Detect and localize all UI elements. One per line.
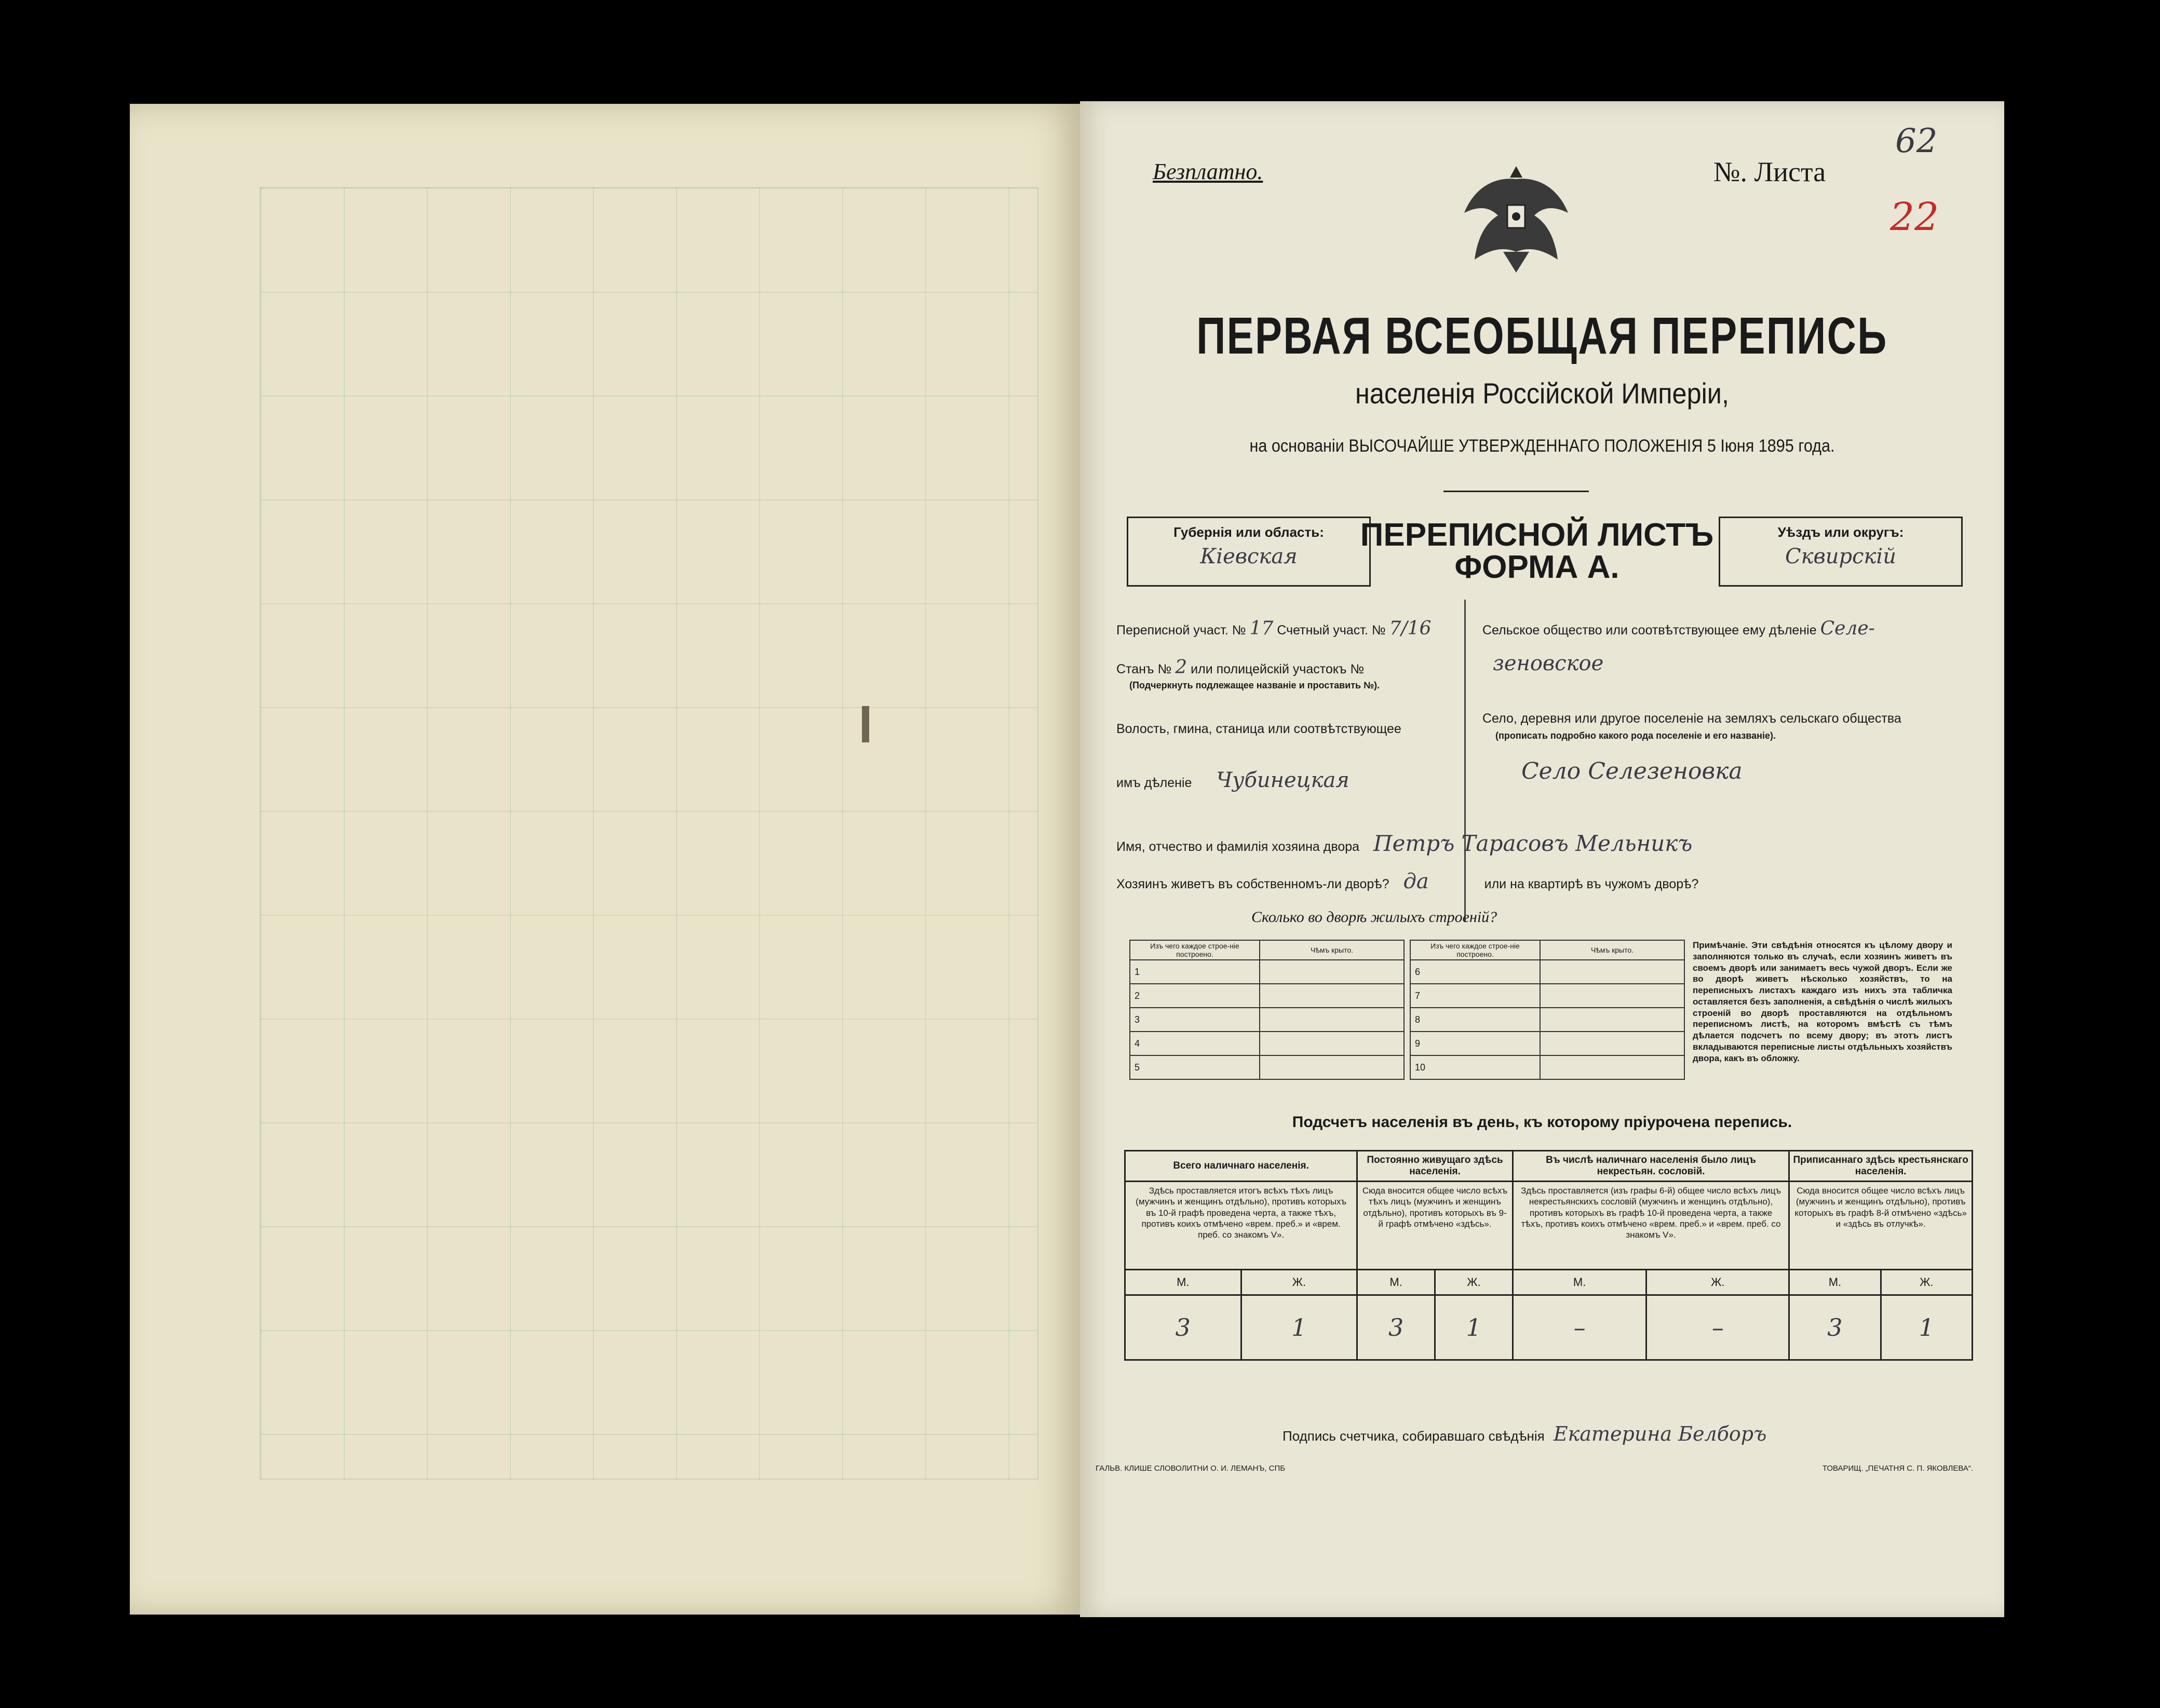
signature-row — [1282, 1422, 1766, 1445]
pop-col-desc: Сюда вносится общее число всѣхъ лицъ (мужчинъ и женщинъ отдѣльно), противъ которыхъ въ графѣ 8-й отмѣчено «здѣсь» и «здѣсь въ отлучкѣ». — [1789, 1182, 1973, 1270]
basis-line: на основаніи ВЫСОЧАЙШЕ УТВЕРЖДЕННАГО ПОЛОЖЕНІЯ 5 Іюня 1895 года. — [1249, 436, 1835, 456]
male-header: М. — [1789, 1270, 1881, 1295]
own-yard-value: да — [1403, 870, 1429, 893]
sheet-number-red: 22 — [1890, 195, 1939, 239]
census-section-value: 17 — [1249, 618, 1274, 639]
underline-note: (Подчеркнуть подлежащее названіе и проставить №). — [1129, 680, 1380, 690]
table-row — [1410, 984, 1684, 1008]
settlement-note: (прописать подробно какого рода поселеніе и его названіе). — [1495, 730, 1776, 741]
page-title: ПЕРВАЯ ВСЕОБЩАЯ ПЕРЕПИСЬ — [1196, 307, 1888, 365]
double-headed-eagle-emblem — [1454, 156, 1578, 280]
faint-grid — [260, 187, 1038, 1480]
own-yard-label: Хозяинъ живетъ въ собственномъ-ли дворѣ? — [1116, 877, 1389, 891]
female-header: Ж. — [1881, 1270, 1972, 1295]
district-label: Уѣздъ или округъ: — [1777, 524, 1904, 540]
left-page — [130, 104, 1080, 1615]
permanent-male-value: 3 — [1357, 1295, 1435, 1360]
female-header: Ж. — [1435, 1270, 1513, 1295]
footer-right: ТОВАРИЩ. „ПЕЧАТНЯ С. П. ЯКОВЛЕВА“. — [1822, 1464, 1973, 1473]
pop-col-desc: Здѣсь проставляется итогъ всѣхъ тѣхъ лицъ (мужчинъ и женщинъ отдѣльно), противъ которыхъ въ 10-й графѣ проведена черта, а также тѣхъ, противъ коихъ отмѣчено «врем. преб.» и «врем. преб. со знакомъ V». — [1125, 1182, 1357, 1270]
peasant-male-value: 3 — [1789, 1295, 1881, 1360]
row-number: 7 — [1410, 984, 1540, 1008]
settlement-value: Село Селезеновка — [1521, 758, 1743, 784]
row-number: 1 — [1130, 960, 1260, 984]
sheet-number-handwritten: 62 — [1895, 122, 1938, 160]
population-table — [1124, 1150, 1973, 1361]
note-text: Примѣчаніе. Эти свѣдѣнія относятся къ цѣлому двору и заполняются только въ случаѣ, если хозяинъ живетъ въ своемъ дворѣ или занимаетъ весь чужой дворъ. Если же во дворѣ живетъ нѣсколько хозяйствъ, то на переписныхъ листахъ каждаго изъ нихъ эта табличка оставляется безъ заполненія, а свѣдѣнія о числѣ жилыхъ строеній во дворѣ проставляются на отдѣльномъ переписномъ листѣ, на которомъ вмѣстѣ съ тѣмъ дѣлается подсчетъ по всему двору; въ этотъ листъ вкладываются переписные листы отдѣльныхъ хозяйствъ двора, какъ въ обложку. — [1693, 940, 1952, 1063]
male-header: М. — [1513, 1270, 1646, 1295]
non-peasant-female-value: – — [1646, 1295, 1789, 1360]
stan-value: 2 — [1175, 657, 1187, 678]
district-value: Сквирскій — [1785, 545, 1896, 568]
table-row — [1410, 1055, 1684, 1079]
row-number: 10 — [1410, 1055, 1540, 1079]
form-title — [1340, 519, 1734, 584]
table-row — [1410, 960, 1684, 984]
census-section-row — [1116, 618, 1431, 639]
col-material: Изъ чего каждое строе-ніе построено. — [1130, 940, 1260, 960]
non-peasant-male-value: – — [1513, 1295, 1646, 1360]
pop-col-title: Всего наличнаго населенія. — [1125, 1151, 1357, 1182]
pop-col-title: Постоянно живущаго здѣсь населенія. — [1357, 1151, 1513, 1182]
signature-value: Екатерина Белборъ — [1553, 1422, 1767, 1445]
district-box — [1719, 517, 1963, 587]
ornament-divider — [1443, 491, 1589, 492]
row-number: 8 — [1410, 1008, 1540, 1032]
population-heading: Подсчетъ населенія въ день, къ которому пріурочена перепись. — [1292, 1114, 1792, 1131]
police-label: или полицейскій участокъ № — [1191, 662, 1365, 676]
counting-section-value: 7/16 — [1389, 618, 1432, 639]
village-society-label: Сельское общество или соотвѣтствующее ему дѣленіе — [1482, 623, 1817, 638]
table-row — [1410, 1008, 1684, 1032]
volost-label-1: Волость, гмина, станица или соотвѣтствующее — [1116, 722, 1401, 736]
province-box — [1127, 517, 1371, 587]
table-row — [1130, 1055, 1404, 1079]
permanent-female-value: 1 — [1435, 1295, 1513, 1360]
sheet-number-label: №. Листа — [1713, 156, 1826, 187]
form-title-line2: ФОРМА А. — [1454, 549, 1619, 585]
total-male-value: 3 — [1125, 1295, 1241, 1360]
male-header: М. — [1125, 1270, 1241, 1295]
col-material: Изъ чего каждое строе-ніе построено. — [1410, 940, 1540, 960]
volost-row — [1116, 768, 1349, 792]
row-number: 3 — [1130, 1008, 1260, 1032]
ink-stain — [862, 706, 869, 742]
buildings-label: Сколько во дворѣ жилыхъ строеній? — [1251, 909, 1497, 926]
province-value: Кіевская — [1200, 545, 1298, 568]
col-roof: Чѣмъ крыто. — [1260, 940, 1404, 960]
volost-label-2: имъ дѣленіе — [1116, 776, 1192, 790]
table-row — [1130, 1008, 1404, 1032]
stan-row — [1116, 657, 1364, 678]
volost-value: Чубинецкая — [1216, 768, 1349, 792]
total-female-value: 1 — [1241, 1295, 1357, 1360]
pop-col-title: Въ числѣ наличнаго населенія было лицъ некрестьян. сословій. — [1513, 1151, 1789, 1182]
owner-value: Петръ Тарасовъ Мельникъ — [1373, 831, 1693, 856]
counting-section-label: Счетный участ. № — [1277, 623, 1386, 638]
female-header: Ж. — [1241, 1270, 1357, 1295]
pop-col-title: Приписаннаго здѣсь крестьянскаго населенія. — [1789, 1151, 1973, 1182]
pop-col-desc: Сюда вносится общее число всѣхъ тѣхъ лицъ (мужчинъ и женщинъ отдѣльно), противъ которыхъ въ 9-й графѣ отмѣчено «здѣсь». — [1357, 1182, 1513, 1270]
village-society-value-1: Селе- — [1820, 618, 1875, 639]
owner-row — [1116, 831, 1692, 856]
row-number: 2 — [1130, 984, 1260, 1008]
village-society-value-2: зеновское — [1493, 652, 1604, 675]
buildings-table-left — [1129, 940, 1405, 1080]
free-label: Безплатно. — [1153, 159, 1263, 184]
table-row — [1130, 984, 1404, 1008]
rent-label: или на квартирѣ въ чужомъ дворѣ? — [1484, 877, 1699, 891]
signature-label: Подпись счетчика, собиравшаго свѣдѣнія — [1282, 1428, 1545, 1444]
row-number: 6 — [1410, 960, 1540, 984]
row-number: 4 — [1130, 1032, 1260, 1055]
male-header: М. — [1357, 1270, 1435, 1295]
settlement-label: Село, деревня или другое поселеніе на земляхъ сельскаго общества — [1482, 711, 1901, 726]
census-section-label: Переписной участ. № — [1116, 623, 1246, 638]
table-row — [1130, 1032, 1404, 1055]
pop-col-desc: Здѣсь проставляется (изъ графы 6-й) общее число всѣхъ лицъ некрестьянскихъ сословій (мужчинъ и женщинъ отдѣльно), противъ которыхъ въ графѣ 10-й проведена черта, а также тѣхъ, противъ коихъ отмѣчено «врем. преб.» и «врем. преб. со знакомъ V». — [1513, 1182, 1789, 1270]
peasant-female-value: 1 — [1881, 1295, 1972, 1360]
village-society-row — [1482, 618, 1875, 639]
province-label: Губернія или область: — [1173, 524, 1324, 540]
female-header: Ж. — [1646, 1270, 1789, 1295]
table-row — [1410, 1032, 1684, 1055]
form-title-line1: ПЕРЕПИСНОЙ ЛИСТЪ — [1360, 517, 1714, 553]
row-number: 9 — [1410, 1032, 1540, 1055]
buildings-table-right — [1410, 940, 1685, 1080]
footer-left: ГАЛЬВ. КЛИШЕ СЛОВОЛИТНИ О. И. ЛЕМАНЪ, СПБ — [1096, 1464, 1286, 1473]
row-number: 5 — [1130, 1055, 1260, 1079]
own-yard-row — [1116, 870, 1698, 893]
stan-label: Станъ № — [1116, 662, 1172, 676]
census-form-page — [1080, 101, 2004, 1617]
owner-label: Имя, отчество и фамилія хозяина двора — [1116, 839, 1360, 854]
table-row — [1130, 960, 1404, 984]
page-subtitle: населенія Россійской Имперіи, — [1355, 377, 1729, 410]
col-roof: Чѣмъ крыто. — [1540, 940, 1684, 960]
